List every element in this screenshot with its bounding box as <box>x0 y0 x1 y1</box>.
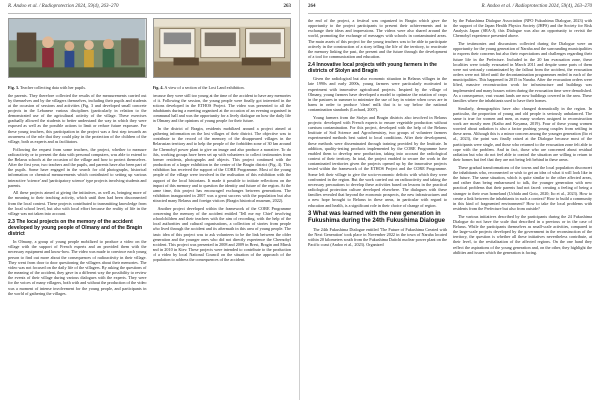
paragraph: All these projects aimed at giving the initiatives, as well as, bringing more of the meaning to their teaching activity, which until then had been disconnected from the local context. These projects contributed to transmitting knowledge from the local school level, but also with local effort because the reality of life in the village was not taken into account. <box>8 190 147 216</box>
paragraph: In the district of Bragin, residents mobilized around a project aimed at gathering information on the lost villages of their district. The objective was to contribute to the record of the memory of the disappeared villages in the Belarusian territory and to help the people of the forbidden zone of 30 km around the Chernobyl power plant to give an image and also produce a narrative. To do this, working groups have been set up with volunteers to collect testimonies from former residents, photographs and objects. This project continued with the production of a larger exhibition in the center of the Bragin district (Fig. 4). This exhibition has received the support of the CORE Programme. Most of the young people of the village were involved in the realisation of this exhibition with the support of the local historians. It made it possible to initiate reflections on the impact of this memory and to question the identity and future of the region. At the same time, this project has encouraged exchanges between generations. The exhibition inaugurated in 2007 was a great success with the population but also attracted many Belarus and foreign visitors (Bragin historical museum, 2022). <box>152 125 291 204</box>
left-header-citation: R. Andoo et al. / Radioprotection 2024, 59(4), 263–270 <box>8 4 119 9</box>
figure-4 <box>153 18 292 90</box>
paragraph: The various initiatives described by the participants during the 24 Fukushima Dialogue do not have the scale that described in a previous or in the case of Belarus. While the participants themselves as small-scale activities, compared to the large-scale projects developed by the government in the reconstruction of the territory, the question is whether all these initiatives nevertheless contribute, at their level, to the revitalization of the affected regions. On the one hand they reflect the aspirations of the young generation and, on the other, they highlight the abilities and issues which the generation is facing. <box>453 213 592 255</box>
left-running-head <box>8 4 291 14</box>
figure-3-text: Teacher collecting data with her pupils. <box>20 84 87 90</box>
right-columns <box>308 18 592 398</box>
paragraph: The 24th Fukushima Dialogue entitled 'The Future of Fukushima Created with the Next Generation' took place in November 2022 in the town of Naraha located within 20 kilometers south from the Fukushima Daiichi nuclear power plant on the Pacific coast (Andoo et al., 2023). Organized <box>308 226 447 248</box>
exhibition-photo <box>153 18 292 78</box>
right-running-head <box>308 4 592 14</box>
figure-3 <box>8 18 147 90</box>
section-2-4-heading: 2.4 Innovative local projects with young farmers in the districts of Stolyn and Bragin <box>308 62 437 75</box>
paragraph: The testimonies and discussions collected during the Dialogue were an opportunity for the young generation of Naraha and the surrounding municipalities to express their concerns but also their expectations and challenges regarding their future life in the Prefecture. Included in the 20 km evacuation zone, these localities were totally evacuated in March 2011 and despite some parts of them were not seriously contaminated by the fallout from the accident, the evacuation orders were not lifted until the decontamination programmes ended in each of the municipalities. This happened in 2015 in Naraha. After the evacuation orders were lifted, massive reconstruction work for infrastructure and buildings was implemented and many houses rotten during the evacuation time were demolished. As a consequence, vast vacant lands are now buildings covered in the area. These families where the inhabitants used to have their homes. <box>453 41 592 103</box>
left-column-2 <box>153 18 292 398</box>
section-3-heading: 3 What was learned with the new generation in Fukushima during the 24th Fukushima Dialogue <box>308 210 446 224</box>
paragraph: Following the request from some teachers, the project, whether to measure radioactivity or to present the data with personal computers, was able to extend to the Belarus schools at the occasion of the village and how to protect themselves. After the first year, two teachers and the pupils, and parents have also been part of the pupils. Some have engaged in the search for old photographs, historical information or chemical measurements which contributed to setting up various interactive 'science' and 'participatory science' type projects involving students and parents. <box>8 146 147 188</box>
figure-4-label: Fig. 4. <box>152 84 164 90</box>
figure-3-caption <box>8 85 147 90</box>
left-columns <box>8 18 291 398</box>
figure-4-caption <box>153 85 292 90</box>
right-page <box>300 0 600 400</box>
right-page-number: 264 <box>308 4 316 9</box>
paragraph: These gradual transformations of the towns and the local population disconcert the inhabitants who, reconnected or wish to get an idea of what it will look like in the future. The same situation, which is quite similar to the other affected areas, and rather than being embarrassed to talk, the younger generation with new practical problems that their parents had not faced: creating a feeling of being a stranger to their own homeland (Uchida and Goto, 2020; Ito et al., 2023). How to create a link between the inhabitants in such a context? How to build a community in this kind of fragmented environment? How to take the local problems with residents from the Prefecture but also from outside? <box>453 164 592 211</box>
left-page-number: 263 <box>283 4 291 9</box>
left-column-1 <box>8 18 147 398</box>
section-2-3-heading: 2.3 The local projects on the memory of the accident developed by young people of Olmany and of the Bragin district <box>8 219 143 238</box>
paragraph: the end of the project, a festival was organized in Bragin which gave the opportunity to the project participants to present their achievements and to exchange their ideas and impressions. The videos were also shared around the world, promoting the exchange of messages with schools in contaminated areas. The main assets of this project for the young teachers was to be able to participate actively in the construction of a story telling the life of the territory, to reactivate the memory linking the past, the present and the future through the development of a tool for communication and education. <box>308 18 447 60</box>
right-header-citation: R. Andoo et al. / Radioprotection 2024, 59(4), 263–270 <box>481 4 592 9</box>
right-column-2 <box>453 18 592 398</box>
paragraph: In Olmany, a group of young people mobilized to produce a video on the village with the support of French experts and an provided them with the necessary equipment and know-how. The video was made to convince each young person to find out more about the consequences of radioactivity in their village. They went from door to door questioning the villagers about their memories. The video was not focused on the daily life of the villagers. By asking the questions of the meaning of the accident, they gave in a different way the possibility to review the events of their village during various dialogues with the experts. They were for the voices of many villagers, both with and without the production of the video was a moment of intense involvement for the young people, and participants in the world of gathering the villages. <box>8 239 147 296</box>
teacher-pupils-photo <box>8 18 147 78</box>
paragraph: Young farmers from the Stolyn and Bragin districts also involved in Belarus projects: developed with French experts to ensure vegetable production without caesium contamination. For this project, developed with the help of the Belarus Institute of Soil Science and Agrochemistry, two groups of volunteer farmers experimented methods best suited to local conditions. After their development, these methods were disseminated through training provided by the Institute. In addition, quality-testing products implemented by the CORE Programme have enabled them to develop new production, taking into account the radiological context of their territory. In total, the project enabled to secure the work in the contaminated territories given the projects opened up by the innovative projects tested within the framework of the ETHOS Project and the CORE Programme. Some left their village to give the socio-economic deficits with which they were confronted in the region. But the work carried out on radioactivity and taking the necessary precautions to develop these activities based on lessons in the practical radiological protection culture developed elsewhere. The dialogues with these families revealed that beyond the economic prospects, the new infrastructures and a new hope brought to Belarus in these areas, in particular with regard to education and health, is a significant role in their choice of change of region. <box>308 114 447 208</box>
paragraph: because they were still too young at the time of the accident to have any memories of it. Following the session, the young people were finally got interested in the actions developed in the ETHOS Project. The video was presented to all the inhabitants during a meeting organised at the occasion of an evening organised in communal hall and was the opportunity for a lively dialogue on how the daily life in Olmany and the opinions of young people for their future. <box>152 92 291 124</box>
paragraph: Another project developed within the framework of the CORE Programme concerning the memory of the accident entitled 'Tell me my Chief' involving schoolchildren and their teachers with the aim of recording, with the help of the local authorities and cultural organisations, a collection of stories from people who lived through the accident and its aftermath in this area of young people. The basic idea of this project was to ask volunteers to be the link between the older generation and the younger ones who did not directly experience the Chernobyl accident. This project was presented in 2008 and 2009 in Brest, Bragin and Minsk and in 2010 in Kiev. These projects were intended to contribute to the production of a video by local National Council on the situation of the approach of the population to address the consequences of the accident. <box>152 205 291 263</box>
paragraph: Similarly, demographics have also changed dramatically in the region. In particular, the proportion of young and old people is seriously unbalanced. The same is true for women and men, as many workers assigned to reconstruction work are mostly men (Kaiho and Koyama, 2019). Four of these young women worried about radiation is also a factor pushing young couples from settling in these areas. Although this is a minor concern among the younger generation (Ito et al., 2023), the point was finally raised at the Dialogue because most of the participants were single, and those who returned to the evacuation zone felt able to cope with the problem. And in fact, those who are concerned about residual radiation but who do not feel able to control the situation are willing to return to their homes but feel that they are not being left behind in these areas. <box>453 105 592 163</box>
right-column-1 <box>308 18 447 398</box>
figure-3-label: Fig. 3. <box>8 84 20 90</box>
paragraph: by the Fukushima Dialogue Association (NPO Fukushima Dialogue, 2023) with the support of the Japan Health Physics Society (JHPS) and the Society for Risk Analysis Japan (SRA-J), this Dialogue was also an opportunity to revisit the Chernobyl experience presented above. <box>453 18 592 39</box>
paragraph: Given the radiological but also economic situation in Belarus villages in the late 1990s and early 2000s, young farmers were particularly motivated to experiment with innovative agricultural projects. Inspired by the village of Olmany, young farmers have developed a model to optimize the rotation of crops in the pastures in summer to minimize the use of hay in winter when cows are in barns in order to produce 'clean' milk that is to say below the national contamination standards (Lochard, 2007). <box>308 76 447 113</box>
figure-4-text: A view of a section of the Lost Land exhibition. <box>164 84 245 90</box>
paragraph: the parents. They therefore collected the results of the measurements carried out by themselves and by the villagers themselves, including their pupils and students at the occasion of sessions and activities (Fig. 3 and developed small concrete projects in the Lebanese various disciplines (particularly in relation to the demonstrated use of the agricultural activity of the village. These exercises gradually allowed the students to better understand the way in which they were exposed as well as the possible actions to limit or reduce future exposure. For these young teachers, this participation in the project was a first step towards an awareness of the role that they could play in the protection of the children of the village, both as experts and as facilitators. <box>8 92 147 144</box>
